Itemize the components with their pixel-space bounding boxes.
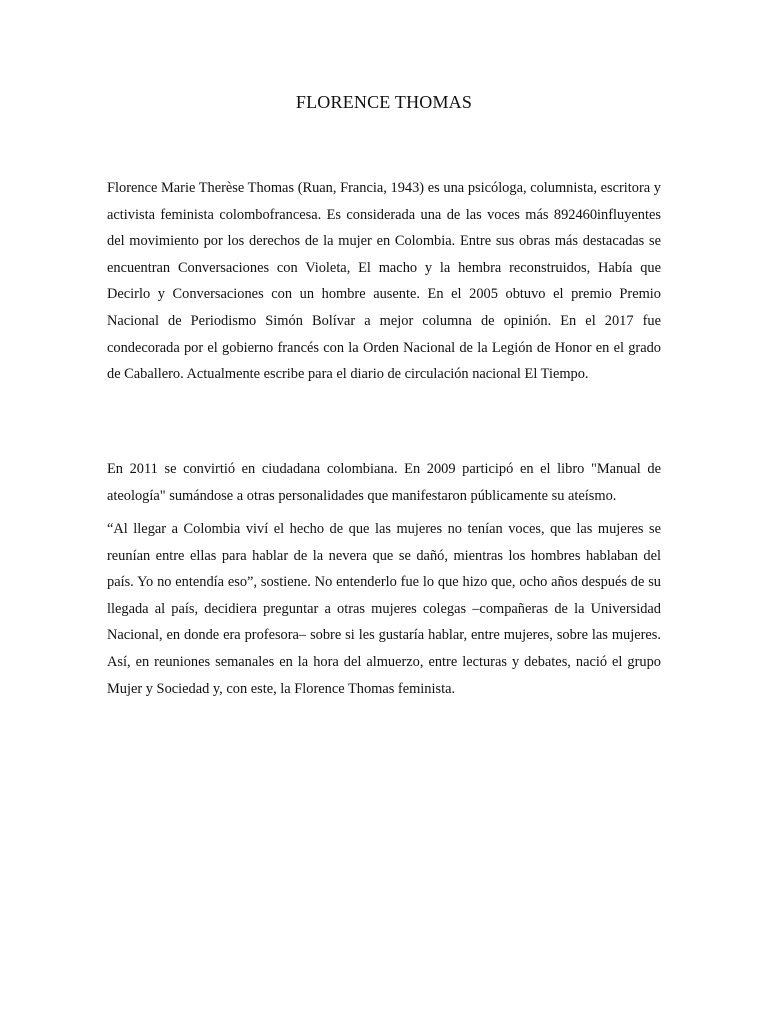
paragraph-biography: Florence Marie Therèse Thomas (Ruan, Francia, 1943) es una psicóloga, columnista, escritora y activista feminista colombofrancesa. Es considerada una de las voces más 892460influyentes del movimiento por los derechos de la mujer en Colombia. Entre sus obras más destacadas se encuentran Conversaciones con Violeta, El macho y la hembra reconstruidos, Había que Decirlo y Conversaciones con un hombre ausente. En el 2005 obtuvo el premio Premio Nacional de Periodismo Simón Bolívar a mejor columna de opinión. En el 2017 fue condecorada por el gobierno francés con la Orden Nacional de la Legión de Honor en el grado de Caballero. Actualmente escribe para el diario de circulación nacional El Tiempo. — [107, 180, 661, 383]
paragraph-citizenship: En 2011 se convirtió en ciudadana colombiana. En 2009 participó en el libro "Manual de ateología" sumándose a otras personalidades que manifestaron públicamente su ateísmo. — [107, 461, 661, 504]
paragraph-quote: “Al llegar a Colombia viví el hecho de que las mujeres no tenían voces, que las mujeres se reunían entre ellas para hablar de la nevera que se dañó, mientras los hombres hablaban del país. Yo no entendía eso”, sostiene. No entenderlo fue lo que hizo que, ocho años después de su llegada al país, decidiera preguntar a otras mujeres colegas –compañeras de la Universidad Nacional, en donde era profesora– sobre si les gustaría hablar, entre mujeres, sobre las mujeres. Así, en reuniones semanales en la hora del almuerzo, entre lecturas y debates, nació el grupo Mujer y Sociedad y, con este, la Florence Thomas feminista. — [107, 521, 661, 697]
document-title: FLORENCE THOMAS — [295, 92, 473, 112]
